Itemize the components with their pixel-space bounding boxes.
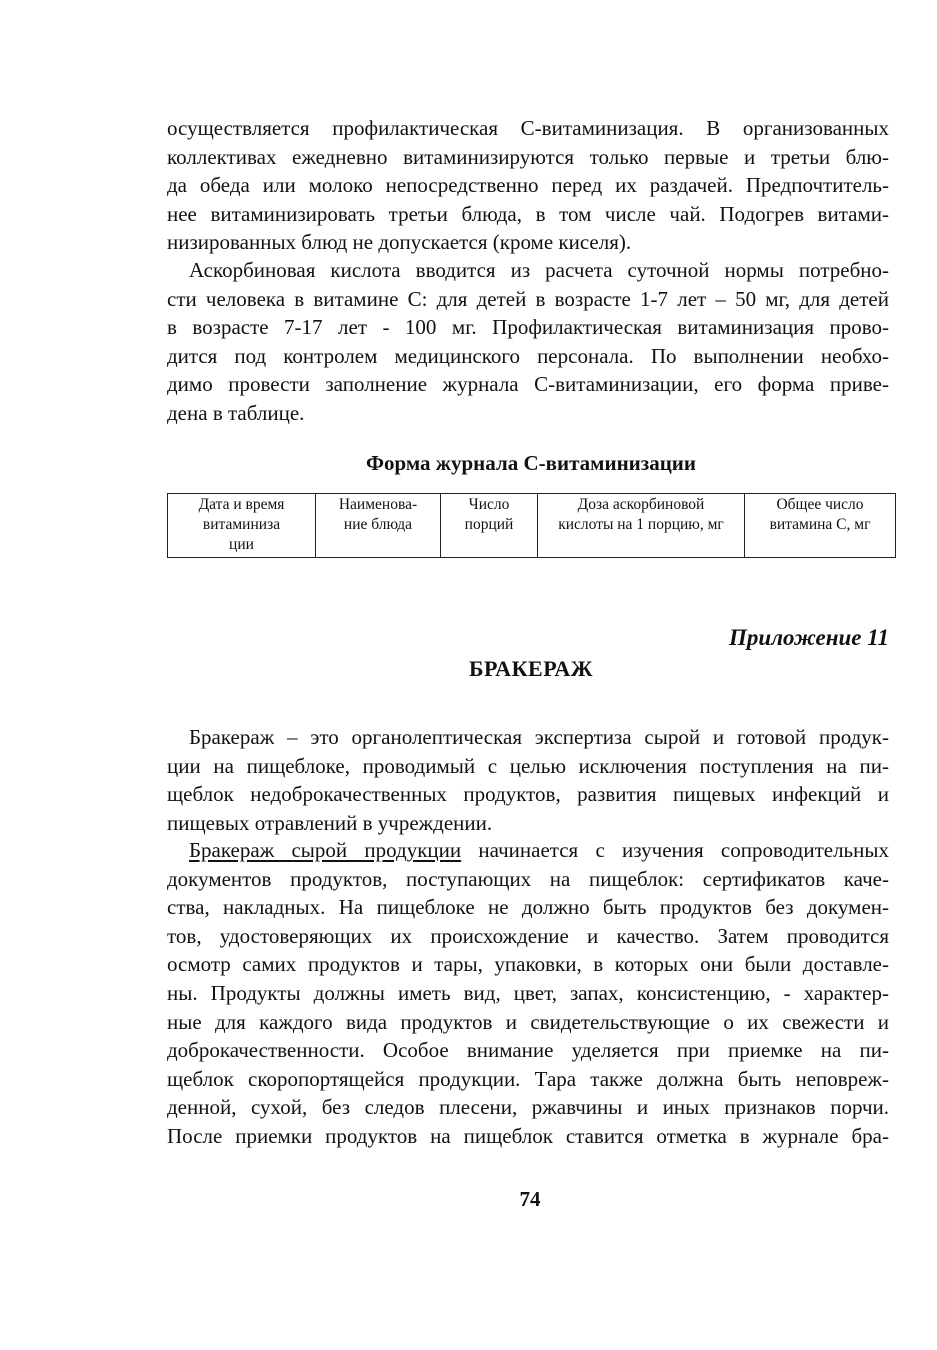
header-dish-name: Наименова- ние блюда — [316, 494, 441, 558]
text-fragment: начинается с изучения сопроводительных — [461, 838, 889, 862]
header-date-time: Дата и время витаминиза ции — [168, 494, 316, 558]
text-line: Аскорбиновая кислота вводится из расчета суточной нормы потребно- — [189, 258, 889, 282]
table-header-row — [168, 494, 896, 558]
text-line: нее витаминизировать третьи блюда, в том числе чай. Подогрев витами- — [167, 201, 889, 226]
text-line — [167, 836, 889, 865]
text-line: ны. Продукты должны иметь вид, цвет, запах, консистенцию, - характер- — [167, 980, 889, 1005]
header-dose: Доза аскорбиновой кислоты на 1 порцию, мг — [538, 494, 745, 558]
underlined-term: Бракераж сырой продукции — [189, 838, 462, 862]
paragraph-raw-products — [167, 836, 889, 1151]
text-line: щеблок недоброкачественных продуктов, развития пищевых инфекций и — [167, 782, 889, 807]
text-line: После приемки продуктов на пищеблок ставится отметка в журнале бра- — [167, 1123, 889, 1148]
text-line: документов продуктов, поступающих на пищеблок: сертификатов каче- — [167, 866, 889, 891]
text-line: осуществляется профилактическая С-витаминизация. В организованных — [167, 116, 889, 140]
text-line: дена в таблице. — [167, 400, 305, 425]
text-line: доброкачественности. Особое внимание уделяется при приемке на пи- — [167, 1038, 889, 1063]
text-line: денной, сухой, без следов плесени, ржавчины и иных признаков порчи. — [167, 1095, 889, 1120]
text-line: ции на пищеблоке, проводимый с целью исключения поступления на пи- — [167, 753, 889, 778]
paragraph-ascorbic-acid — [167, 256, 889, 428]
header-portions: Число порций — [441, 494, 538, 558]
page-number: 74 — [519, 1187, 541, 1211]
text-line: димо провести заполнение журнала С-витаминизации, его форма приве- — [167, 372, 889, 397]
text-line: Бракераж – это органолептическая экспертиза сырой и готовой продук- — [189, 725, 889, 749]
text-line: дится под контролем медицинского персонала. По выполнении необхо- — [167, 343, 889, 368]
section-title: БРАКЕРАЖ — [469, 656, 593, 681]
text-line: тов, удостоверяющих их происхождение и качество. Затем проводится — [167, 923, 889, 948]
text-line: в возрасте 7-17 лет - 100 мг. Профилактическая витаминизация прово- — [167, 315, 889, 340]
text-line: ства, накладных. На пищеблоке не должно быть продуктов без докумен- — [167, 895, 889, 920]
header-total: Общее число витамина С, мг — [745, 494, 896, 558]
text-line: да обеда или молоко непосредственно перед их раздачей. Предпочтитель- — [167, 173, 889, 198]
paragraph-vitaminization — [167, 114, 889, 257]
text-line: ные для каждого вида продуктов и свидетельствующие о их свежести и — [167, 1009, 889, 1034]
text-line: осмотр самих продуктов и тары, упаковки, в которых они были доставле- — [167, 952, 889, 977]
text-line: коллективах ежедневно витаминизируются только первые и третьи блю- — [167, 144, 889, 169]
text-line: щеблок скоропортящейся продукции. Тара также должна быть неповреж- — [167, 1066, 889, 1091]
text-line: пищевых отравлений в учреждении. — [167, 810, 493, 835]
appendix-label: Приложение 11 — [729, 625, 889, 650]
paragraph-brakerazh-definition — [167, 723, 889, 837]
table-caption: Форма журнала С-витаминизации — [365, 451, 697, 475]
text-line: низированных блюд не допускается (кроме киселя). — [167, 230, 632, 255]
text-line: сти человека в витамине С: для детей в возрасте 1-7 лет – 50 мг, для детей — [167, 286, 889, 311]
journal-form-table — [167, 493, 896, 558]
